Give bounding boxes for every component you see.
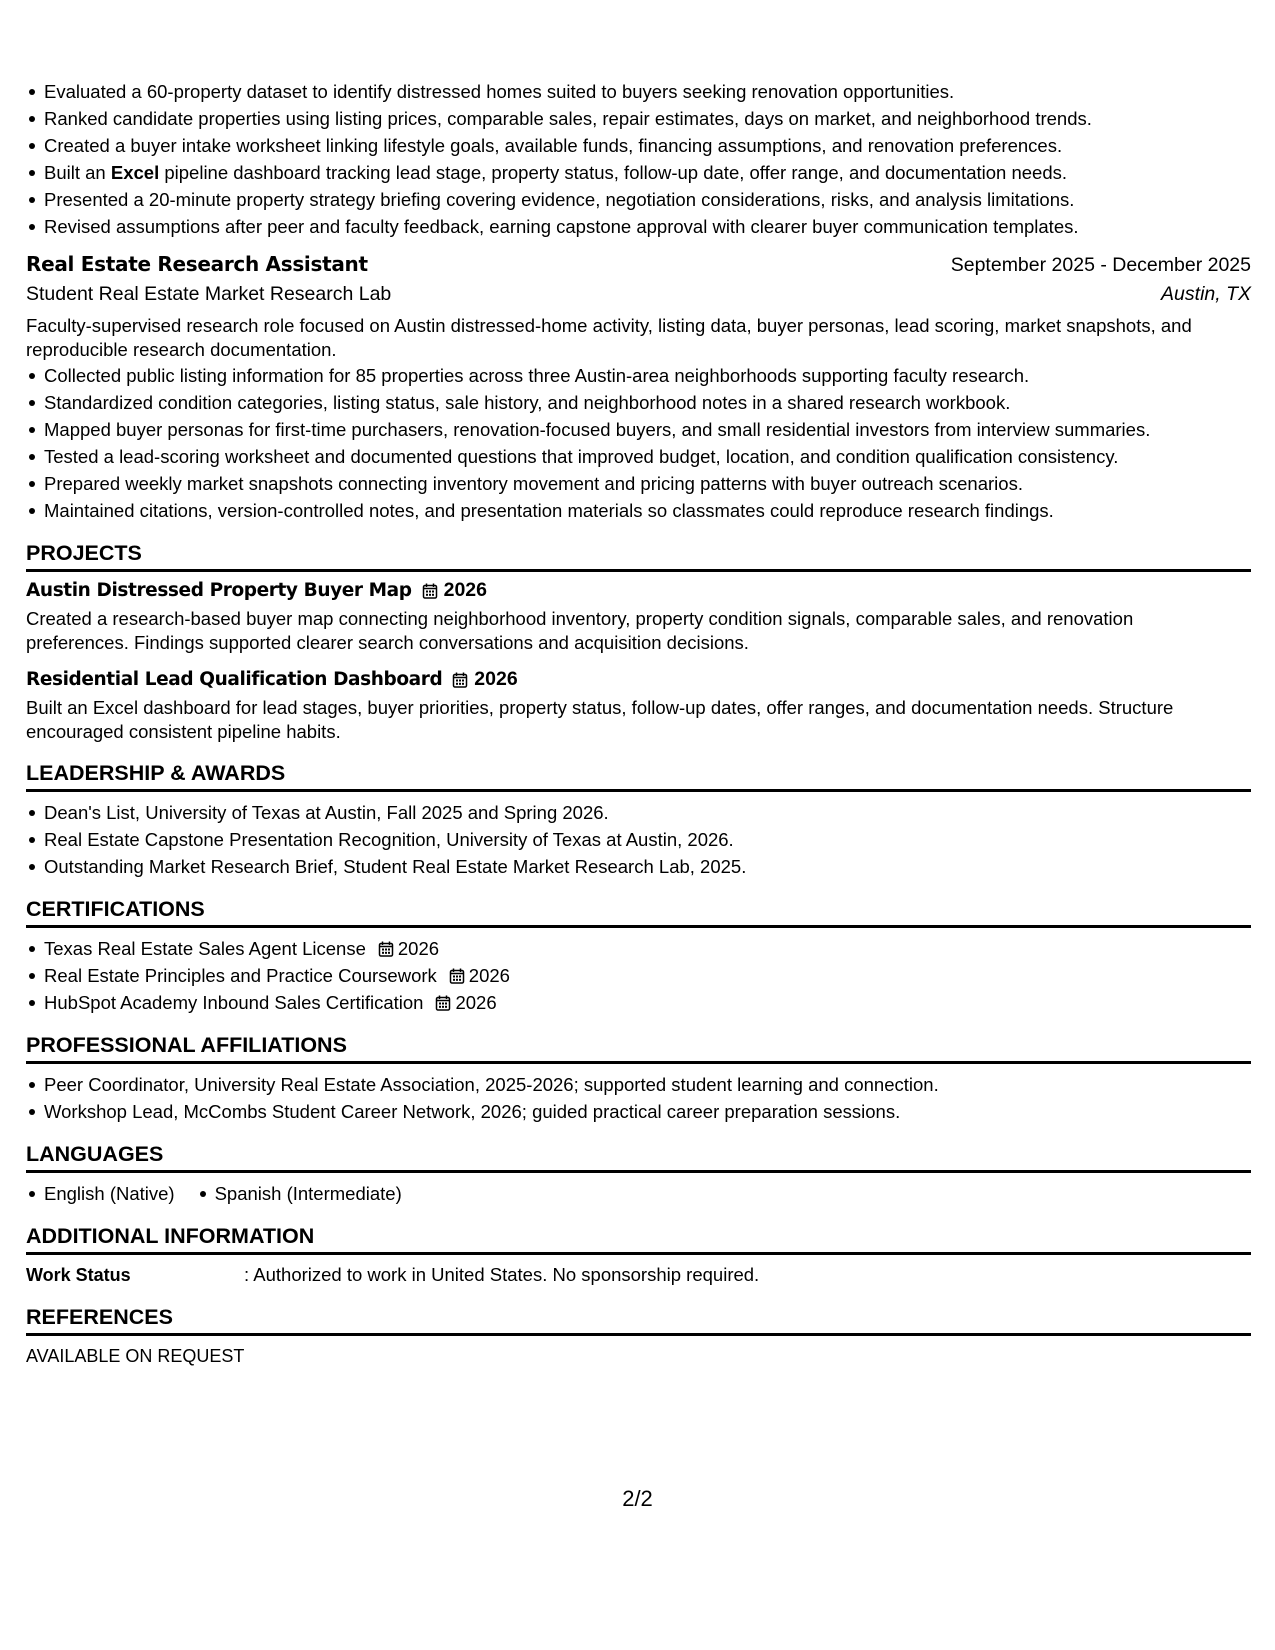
project-date	[452, 668, 517, 691]
page-number: 2/2	[622, 1486, 653, 1511]
list-item: Real Estate Capstone Presentation Recognition, University of Texas at Austin, 2026.	[26, 826, 1251, 853]
project-description-line: Created a research-based buyer map connecting neighborhood inventory, property condition signals, comparable sales, and renovation	[26, 608, 1134, 629]
project-description-line: Built an Excel dashboard for lead stages, buyer priorities, property status, follow-up dates, offer ranges, and documentation needs. Structure	[26, 697, 1174, 718]
list-item: Presented a 20-minute property strategy briefing covering evidence, negotiation considerations, risks, and analysis limitations.	[26, 186, 1251, 213]
project-description-line: preferences. Findings supported clearer search conversations and acquisition decisions.	[26, 632, 749, 653]
bullet-text-post: pipeline dashboard tracking lead stage, property status, follow-up date, offer range, and documentation needs.	[159, 162, 1067, 183]
project-name: Austin Distressed Property Buyer Map	[26, 580, 412, 601]
affiliations-list	[26, 1071, 1251, 1125]
section-heading-languages: LANGUAGES	[26, 1141, 1251, 1173]
section-heading-affiliations: PROFESSIONAL AFFILIATIONS	[26, 1032, 1251, 1064]
list-item: Outstanding Market Research Brief, Student Real Estate Market Research Lab, 2025.	[26, 853, 1251, 880]
list-item: Mapped buyer personas for first-time purchasers, renovation-focused buyers, and small residential investors from interview summaries.	[26, 416, 1251, 443]
section-heading-references: REFERENCES	[26, 1304, 1251, 1336]
job-dates: September 2025 - December 2025	[950, 254, 1251, 276]
job-summary: Faculty-supervised research role focused on Austin distressed-home activity, listing data, buyer personas, lead scoring, market snapshots, and reproducible research documentation.	[26, 315, 1192, 360]
section-heading-certifications: CERTIFICATIONS	[26, 896, 1251, 928]
job-title: Real Estate Research Assistant	[26, 252, 368, 276]
section-heading-projects: PROJECTS	[26, 540, 1251, 572]
certification-name: Real Estate Principles and Practice Coursework	[44, 965, 437, 986]
list-item: Tested a lead-scoring worksheet and documented questions that improved budget, location, and condition qualification consistency.	[26, 443, 1251, 470]
project-description	[26, 696, 1251, 744]
calendar-icon	[435, 995, 451, 1011]
work-status-label: Work Status	[26, 1265, 131, 1285]
languages-list	[26, 1180, 1251, 1207]
certification-name: HubSpot Academy Inbound Sales Certification	[44, 992, 424, 1013]
work-status-row	[26, 1262, 1251, 1288]
list-item	[26, 935, 1251, 962]
job-organization: Student Real Estate Market Research Lab	[26, 283, 392, 305]
list-item	[26, 989, 1251, 1016]
calendar-icon	[378, 941, 394, 957]
project-title-row	[26, 668, 1251, 691]
list-item: Spanish (Intermediate)	[197, 1180, 402, 1207]
certification-year: 2026	[455, 992, 497, 1013]
project-description-line: encouraged consistent pipeline habits.	[26, 721, 341, 742]
list-item: Prepared weekly market snapshots connecting inventory movement and pricing patterns with buyer outreach scenarios.	[26, 470, 1251, 497]
project-name: Residential Lead Qualification Dashboard	[26, 669, 443, 690]
certification-year: 2026	[397, 938, 440, 959]
project-title-row	[26, 579, 1251, 602]
list-item: Evaluated a 60-property dataset to identify distressed homes suited to buyers seeking renovation opportunities.	[26, 78, 1251, 105]
list-item: Collected public listing information for 85 properties across three Austin-area neighborhoods supporting faculty research.	[26, 362, 1251, 389]
job-entry	[26, 252, 1251, 524]
bullet-text-pre: Built an	[44, 162, 111, 183]
list-item: Ranked candidate properties using listing prices, comparable sales, repair estimates, days on market, and neighborhood trends.	[26, 105, 1251, 132]
job-header	[26, 252, 1251, 277]
list-item: Created a buyer intake worksheet linking lifestyle goals, available funds, financing assumptions, and renovation preferences.	[26, 132, 1251, 159]
calendar-icon	[422, 583, 438, 599]
calendar-icon	[452, 672, 468, 688]
job-location: Austin, TX	[1161, 283, 1251, 305]
work-status-value: : Authorized to work in United States. No sponsorship required.	[244, 1264, 760, 1285]
list-item	[26, 159, 1251, 186]
section-heading-additional: ADDITIONAL INFORMATION	[26, 1223, 1251, 1255]
list-item: Workshop Lead, McCombs Student Career Network, 2026; guided practical career preparation sessions.	[26, 1098, 1251, 1125]
job-subheader	[26, 283, 1251, 306]
section-heading-leadership: LEADERSHIP & AWARDS	[26, 760, 1251, 792]
leadership-list	[26, 799, 1251, 880]
list-item: Maintained citations, version-controlled notes, and presentation materials so classmates could reproduce research findings.	[26, 497, 1251, 524]
project-description	[26, 607, 1251, 655]
list-item: Dean's List, University of Texas at Austin, Fall 2025 and Spring 2026.	[26, 799, 1251, 826]
project-date	[422, 579, 487, 602]
calendar-icon	[449, 968, 465, 984]
certification-year: 2026	[468, 965, 510, 986]
resume-page-2	[26, 78, 1251, 1369]
references-text: AVAILABLE ON REQUEST	[26, 1346, 245, 1366]
project-entry	[26, 579, 1251, 655]
bullet-keyword: Excel	[110, 162, 160, 183]
certification-name: Texas Real Estate Sales Agent License	[44, 938, 366, 959]
project-year: 2026	[474, 668, 518, 690]
certifications-list	[26, 935, 1251, 1016]
list-item: Revised assumptions after peer and faculty feedback, earning capstone approval with clearer buyer communication templates.	[26, 213, 1251, 240]
project-year: 2026	[443, 579, 487, 601]
job-bullets	[26, 362, 1251, 524]
project-entry	[26, 668, 1251, 744]
list-item: Peer Coordinator, University Real Estate Association, 2025-2026; supported student learning and connection.	[26, 1071, 1251, 1098]
list-item	[26, 962, 1251, 989]
list-item: English (Native)	[26, 1180, 175, 1207]
experience-bullets-continued	[26, 78, 1251, 240]
list-item: Standardized condition categories, listing status, sale history, and neighborhood notes in a shared research workbook.	[26, 389, 1251, 416]
